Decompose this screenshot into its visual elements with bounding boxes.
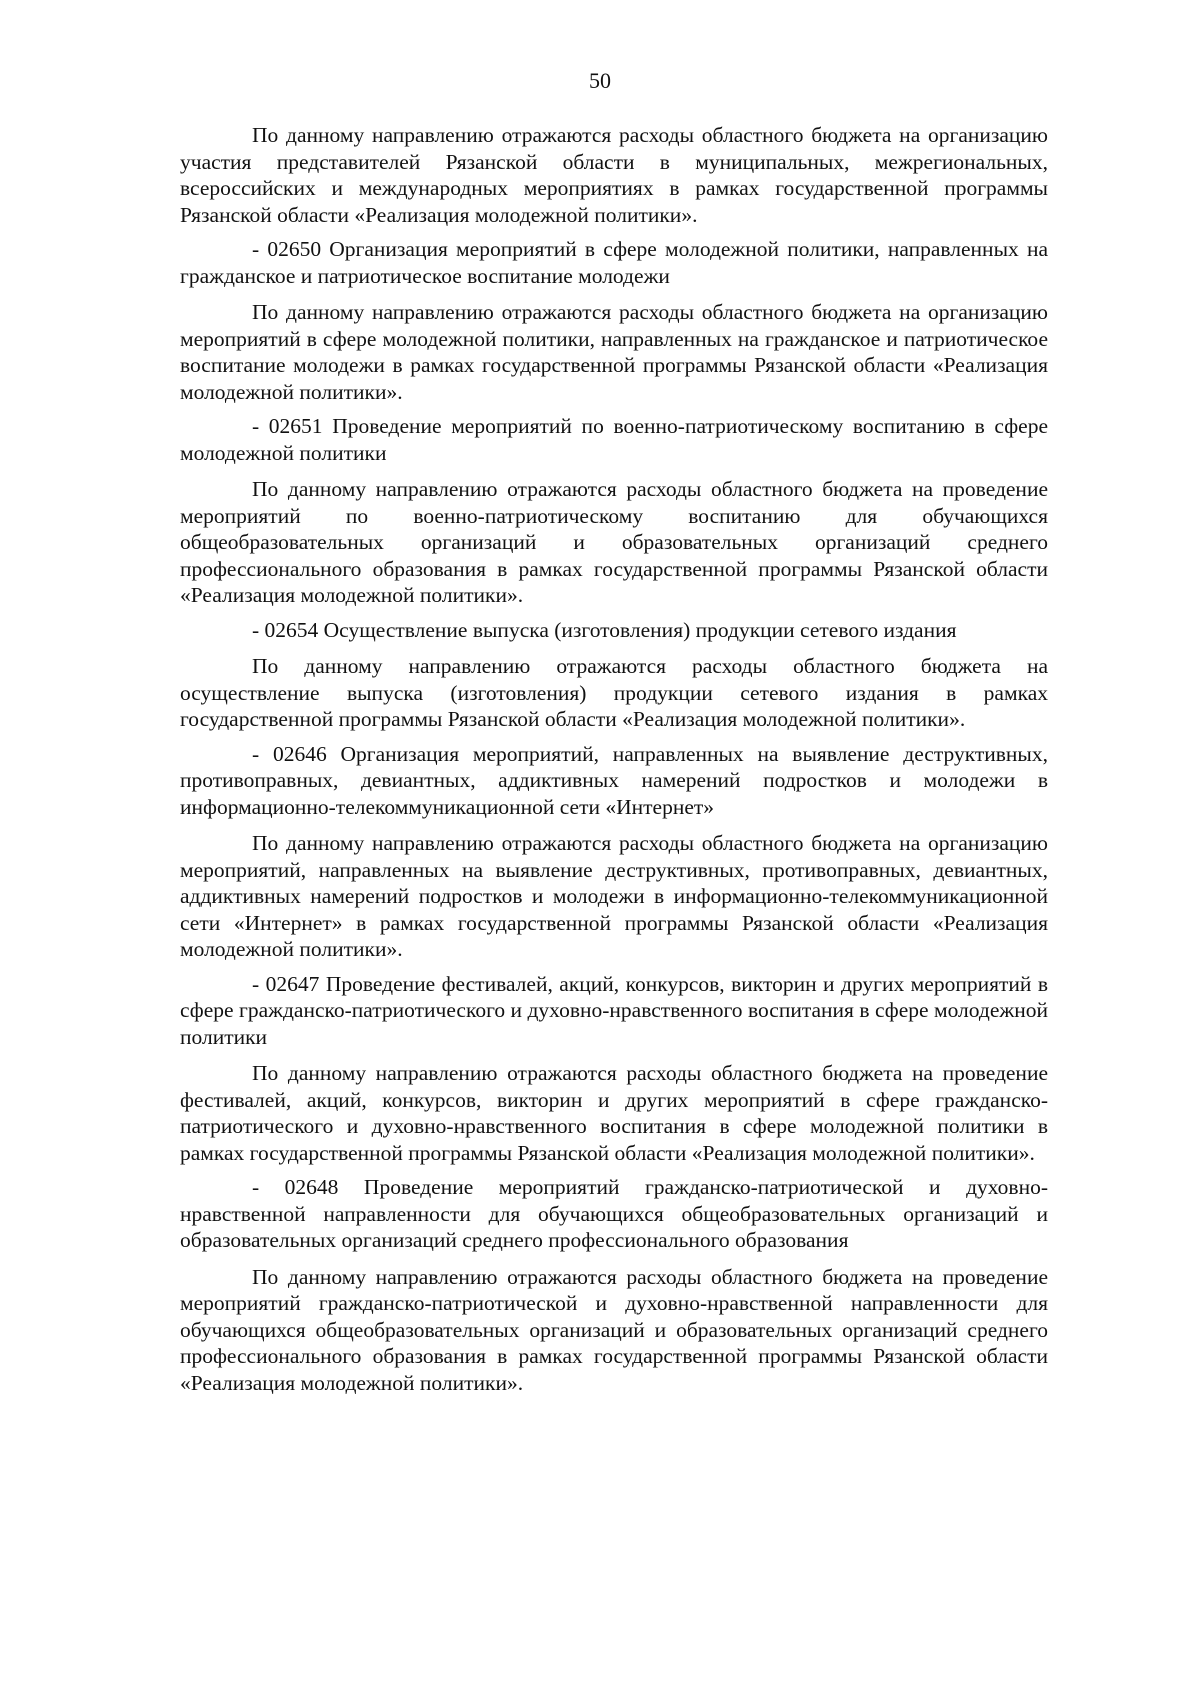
paragraph-heading: - 02651 Проведение мероприятий по военно-патриотическому воспитанию в сфере молодежной политики [180, 414, 1048, 465]
paragraph-heading: - 02654 Осуществление выпуска (изготовления) продукции сетевого издания [252, 617, 957, 642]
paragraph-text: По данному направлению отражаются расходы областного бюджета на организацию мероприятий, направленных на выявление деструктивных, противоправных, девиантных, аддиктивных намерений подростков и молодежи в информационно-телекоммуникационной сети «Интернет» в рамках государственной программы Рязанской области «Реализация молодежной политики». [180, 831, 1048, 961]
paragraph-heading: - 02647 Проведение фестивалей, акций, конкурсов, викторин и других мероприятий в сфере гражданско-патриотического и духовно-нравственного воспитания в сфере молодежной политики [180, 971, 1048, 1049]
paragraph-text: По данному направлению отражаются расходы областного бюджета на осуществление выпуска (изготовления) продукции сетевого издания в рамках государственной программы Рязанской области «Реализация молодежной политики». [180, 654, 1048, 731]
paragraph-heading: - 02648 Проведение мероприятий гражданско-патриотической и духовно-нравственной направленности для обучающихся общеобразовательных организаций и образовательных организаций среднего профессионального образования [180, 1175, 1048, 1252]
paragraph-text: По данному направлению отражаются расходы областного бюджета на организацию участия представителей Рязанской области в муниципальных, межрегиональных, всероссийских и международных мероприятиях в рамках государственной программы Рязанской области «Реализация молодежной политики». [180, 123, 1048, 227]
paragraph-text: По данному направлению отражаются расходы областного бюджета на проведение фестивалей, акций, конкурсов, викторин и других мероприятий в сфере гражданско-патриотического и духовно-нравственного воспитания в сфере молодежной политики в рамках государственной программы Рязанской области «Реализация молодежной политики». [180, 1061, 1048, 1165]
page-number: 50 [589, 68, 611, 93]
paragraph-heading: - 02646 Организация мероприятий, направленных на выявление деструктивных, противоправных, девиантных, аддиктивных намерений подростков и молодежи в информационно-телекоммуникационной сети «Интернет» [180, 741, 1048, 819]
paragraph-text: По данному направлению отражаются расходы областного бюджета на проведение мероприятий по военно-патриотическому воспитанию для обучающихся общеобразовательных организаций и образовательных организаций среднего профессионального образования в рамках государственной программы Рязанской области «Реализация молодежной политики». [180, 477, 1048, 607]
paragraph-text: По данному направлению отражаются расходы областного бюджета на проведение мероприятий гражданско-патриотической и духовно-нравственной направленности для обучающихся общеобразовательных организаций и образовательных организаций среднего профессионального образования в рамках государственной программы Рязанской области «Реализация молодежной политики». [180, 1264, 1048, 1395]
document-body [180, 122, 1048, 1404]
paragraph-text: По данному направлению отражаются расходы областного бюджета на организацию мероприятий в сфере молодежной политики, направленных на гражданское и патриотическое воспитание молодежи в рамках государственной программы Рязанской области «Реализация молодежной политики». [180, 300, 1048, 404]
paragraph-heading: - 02650 Организация мероприятий в сфере молодежной политики, направленных на гражданское и патриотическое воспитание молодежи [180, 237, 1048, 288]
